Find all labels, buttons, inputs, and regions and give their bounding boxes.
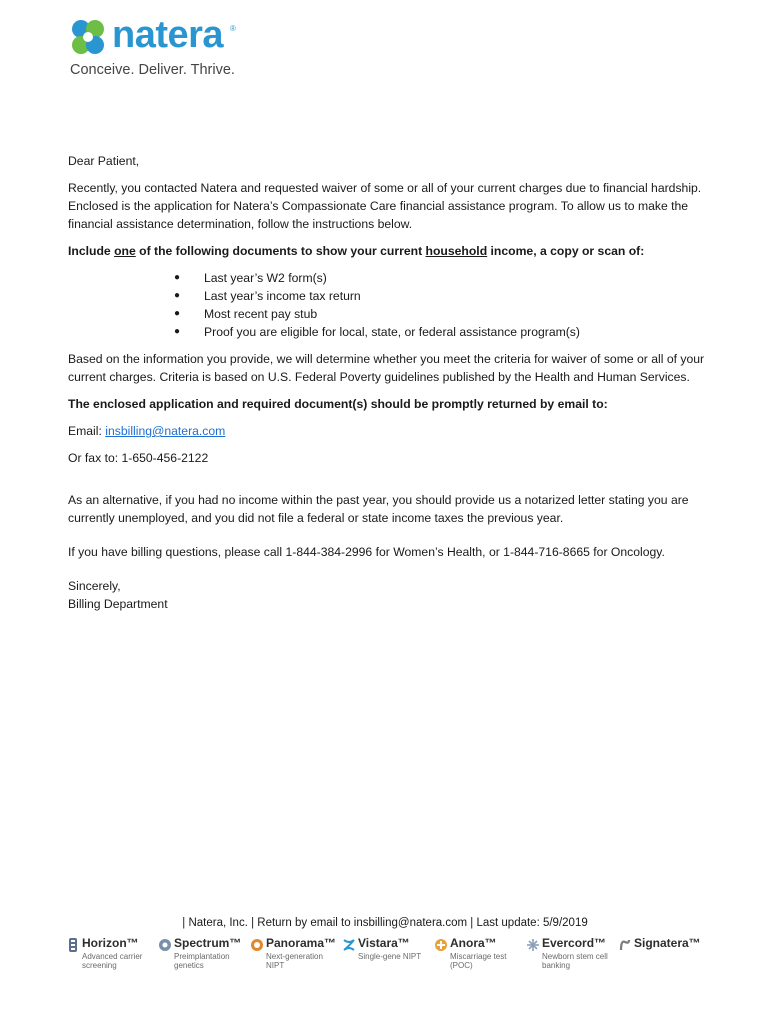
product-subtitle: Single-gene NIPT	[358, 952, 422, 961]
include-household: household	[425, 244, 488, 258]
product-name: Vistara™	[358, 936, 410, 950]
questions-paragraph: If you have billing questions, please call 1-844-384-2996 for Women’s Health, or 1-844-716-8665 for Oncology.	[68, 545, 665, 559]
anora-icon	[434, 938, 448, 952]
product-subtitle: Advanced carrier screening	[82, 952, 143, 970]
product-subtitle: Miscarriage test (POC)	[450, 952, 507, 970]
product-subtitle: Newborn stem cell banking	[542, 952, 608, 970]
product-evercord	[526, 936, 614, 976]
footer-line: | Natera, Inc. | Return by email to insbilling@natera.com | Last update: 5/9/2019	[182, 917, 588, 929]
include-one: one	[114, 244, 136, 258]
product-logos	[66, 936, 706, 976]
product-name: Signatera™	[634, 936, 701, 950]
product-panorama	[250, 936, 338, 976]
email-link[interactable]: insbilling@natera.com	[105, 424, 226, 438]
include-instruction	[68, 242, 708, 260]
product-name: Evercord™	[542, 936, 607, 950]
spectrum-icon	[158, 938, 172, 952]
evercord-icon	[526, 938, 540, 952]
horizon-icon	[66, 938, 80, 952]
product-spectrum	[158, 936, 246, 976]
salutation: Dear Patient,	[68, 154, 140, 168]
include-before: Include	[68, 244, 115, 258]
product-vistara	[342, 936, 430, 976]
intro-paragraph: Recently, you contacted Natera and requested waiver of some or all of your current charges due to financial hardship. Enclosed is the application for Natera’s Compassionate Care financial assistance program. To allow us to make the financial assistance determination, follow the instructions below.	[68, 181, 702, 231]
fax-line: Or fax to: 1-650-456-2122	[68, 451, 209, 465]
product-subtitle: Preimplantation genetics	[174, 952, 230, 970]
logo-registered-mark: ®	[230, 24, 236, 33]
alternative-paragraph: As an alternative, if you had no income within the past year, you should provide us a notarized letter stating you are currently unemployed, and you did not file a federal or state income taxes the previous year.	[68, 493, 689, 525]
return-heading: The enclosed application and required document(s) should be promptly returned by email to:	[68, 397, 608, 411]
product-name: Panorama™	[266, 936, 337, 950]
product-name: Anora™	[450, 936, 497, 950]
product-horizon	[66, 936, 154, 976]
list-item: ● Most recent pay stub	[204, 305, 708, 323]
signatera-icon	[618, 938, 632, 952]
email-label: Email:	[68, 424, 106, 438]
product-name: Spectrum™	[174, 936, 242, 950]
list-item: ● Proof you are eligible for local, state, or federal assistance program(s)	[204, 323, 708, 341]
product-name: Horizon™	[82, 936, 139, 950]
email-line	[68, 422, 708, 440]
logo-tagline: Conceive. Deliver. Thrive.	[70, 62, 235, 78]
vistara-icon	[342, 938, 356, 952]
include-middle: of the following documents to show your current	[135, 244, 426, 258]
signature: Billing Department	[68, 597, 168, 611]
natera-clover-icon	[68, 18, 108, 58]
list-item: ● Last year’s W2 form(s)	[204, 269, 708, 287]
natera-logo	[68, 14, 268, 84]
product-signatera	[618, 936, 706, 976]
panorama-icon	[250, 938, 264, 952]
include-after: income, a copy or scan of:	[487, 244, 645, 258]
product-subtitle: Next-generation NIPT	[266, 952, 323, 970]
closing: Sincerely,	[68, 579, 121, 593]
letter-body	[68, 152, 708, 622]
required-documents-list	[68, 269, 708, 341]
criteria-paragraph: Based on the information you provide, we will determine whether you meet the criteria for waiver of some or all of your current charges. Criteria is based on U.S. Federal Poverty guidelines published by the Health and Human Services.	[68, 352, 705, 384]
product-anora	[434, 936, 522, 976]
list-item: ● Last year’s income tax return	[204, 287, 708, 305]
logo-wordmark: natera	[112, 14, 224, 56]
